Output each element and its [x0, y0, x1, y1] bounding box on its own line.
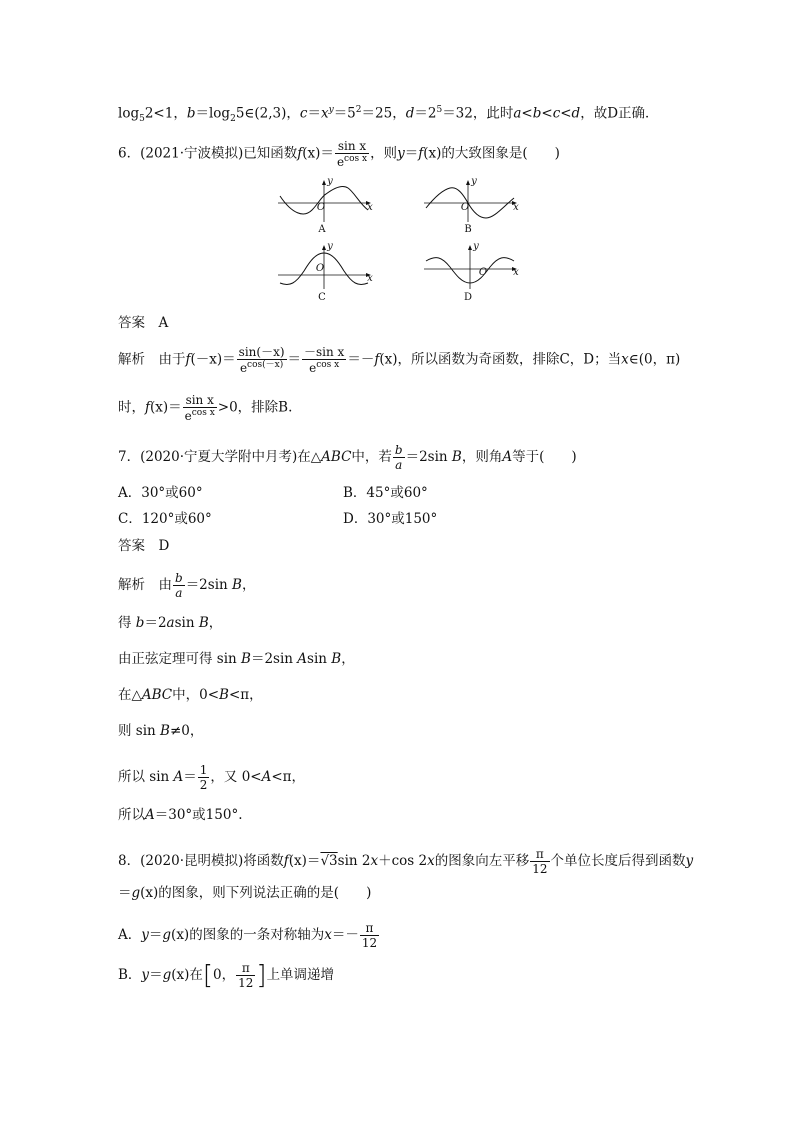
text: ＝30°或150°.: [154, 807, 243, 823]
fraction: [183, 394, 217, 422]
text: 解析 由: [118, 577, 172, 593]
text: ＝2sin: [250, 651, 293, 667]
graph-label: D: [463, 292, 473, 303]
graph-option-d: [422, 243, 522, 305]
text: 中，0<: [172, 687, 220, 703]
text: 6．(2021·宁波模拟)已知函数: [118, 145, 298, 162]
option-a: A．30°或60°: [118, 485, 203, 501]
var: f: [185, 351, 191, 368]
answer-7: 答案 D: [118, 538, 170, 554]
text: ，故D正确．: [580, 105, 659, 122]
var: f: [283, 853, 289, 869]
denominator: a: [175, 586, 183, 600]
text: 所以: [118, 807, 145, 823]
var: ABC: [321, 449, 352, 465]
numerator: π: [530, 848, 549, 862]
text: ＝32，此时: [442, 105, 514, 122]
text: ，则角: [461, 449, 503, 465]
x-axis-label: x: [367, 273, 373, 284]
left-bracket: [: [202, 960, 214, 991]
text: ＝25，: [361, 105, 406, 122]
text: 得: [118, 615, 132, 631]
numerator: π: [360, 922, 379, 936]
text: (x)的图象，则下列说法正确的是( ): [140, 885, 372, 901]
var: B: [451, 449, 462, 465]
x-axis-label: x: [513, 202, 519, 213]
denominator: 12: [361, 936, 378, 950]
var: b: [186, 105, 196, 122]
text: A．: [118, 927, 142, 943]
var: A: [145, 807, 155, 823]
numerator: b: [175, 571, 183, 585]
text: ，又 0<: [210, 769, 262, 785]
denominator: [335, 154, 369, 168]
sqrt-three: √3: [320, 853, 338, 869]
text: (x)，所以函数为奇函数，排除C，D；当: [379, 351, 622, 368]
superscript: 2: [355, 105, 362, 115]
graph-option-b: [422, 178, 522, 238]
text: (x): [423, 145, 442, 162]
option-b: B．45°或60°: [343, 485, 428, 501]
text: 上单调递增: [266, 967, 335, 983]
denominator: 12: [532, 862, 548, 876]
text: ，: [241, 577, 256, 593]
text: ∈(0，π): [628, 351, 681, 368]
fraction: [530, 848, 549, 875]
text: ，则: [370, 145, 398, 162]
var: B: [219, 687, 229, 703]
var: B: [241, 651, 251, 667]
text: (－x)＝: [190, 351, 236, 368]
var: B: [331, 651, 342, 667]
y-axis-label: y: [471, 176, 477, 187]
y-axis-label: y: [327, 176, 333, 187]
numerator: sin(－x): [238, 345, 285, 359]
text: 7．(2020·宁夏大学附中月考)在△: [118, 449, 322, 465]
text: 2<1，: [144, 105, 187, 122]
option-d: D．30°或150°: [343, 511, 438, 527]
var: y: [397, 145, 405, 162]
denominator: [183, 408, 217, 422]
fraction: [393, 444, 405, 471]
fraction: [198, 764, 210, 791]
numerator: π: [236, 962, 255, 976]
var: c: [299, 105, 308, 122]
fraction: [360, 922, 379, 949]
var: x: [427, 853, 435, 869]
superscript: y: [328, 105, 334, 115]
x-axis-label: x: [513, 267, 519, 278]
text: ＝5: [333, 105, 356, 122]
question-7: [118, 444, 577, 471]
text: ＝－: [347, 351, 375, 368]
numerator: －sin x: [304, 345, 345, 359]
text: ＝2sin: [405, 449, 448, 465]
text: (x)＝: [288, 853, 321, 869]
text: sin 2: [337, 853, 371, 869]
analysis-7-step-1: [118, 572, 255, 599]
question-8-option-a: [118, 922, 380, 949]
text: ，: [208, 615, 223, 631]
var: f: [374, 351, 380, 368]
text: e: [239, 361, 248, 375]
text: ＝: [148, 927, 163, 943]
var: B: [160, 723, 170, 739]
analysis-7-step-6: [118, 764, 305, 791]
text: ＝－: [331, 927, 359, 943]
var: f: [297, 145, 303, 162]
var: y: [141, 927, 149, 943]
var: x: [324, 927, 332, 943]
solution-tail-line: [118, 101, 659, 128]
question-8-line-2: [118, 884, 371, 902]
text: ＝: [307, 105, 321, 122]
text: ＝log: [195, 105, 231, 122]
fraction: [335, 140, 369, 168]
text: ＝2: [144, 615, 167, 631]
var: B: [232, 577, 242, 593]
graph-option-a: [276, 178, 376, 238]
numerator: 1: [199, 763, 208, 777]
var: g: [131, 885, 141, 901]
text: (x)的图象的一条对称轴为: [171, 927, 325, 943]
question-6: [118, 140, 560, 168]
text: 8．(2020·昆明模拟)将函数: [118, 853, 284, 869]
denominator: a: [395, 458, 403, 472]
graph-label: A: [318, 224, 326, 235]
analysis-7-step-2: [118, 614, 222, 632]
analysis-6-line-2: [118, 394, 292, 422]
var: g: [162, 967, 172, 983]
var: A: [261, 769, 272, 785]
text: e: [336, 155, 345, 169]
text: 则 sin: [118, 723, 156, 739]
var: f: [418, 145, 424, 162]
var: x: [370, 853, 379, 869]
fraction: [173, 572, 185, 599]
text: 所以 sin: [118, 769, 170, 785]
analysis-6-line-1: [118, 346, 680, 374]
y-axis-label: y: [327, 241, 333, 252]
numerator: b: [394, 443, 403, 457]
var: d: [405, 105, 415, 122]
var: A: [502, 449, 513, 465]
var: f: [145, 399, 150, 416]
right-bracket: ]: [256, 960, 267, 991]
text: ≠0，: [169, 723, 204, 739]
text: ，: [341, 651, 355, 667]
text: 5∈(2,3)，: [235, 105, 300, 122]
superscript: cos x: [191, 408, 215, 418]
text: 的图象向左平移: [434, 853, 530, 869]
origin-label: O: [316, 202, 326, 213]
var: y: [685, 853, 694, 869]
text: ＝2: [414, 105, 437, 122]
var: x: [320, 105, 329, 122]
analysis-7-step-4: [118, 686, 263, 704]
fraction: [236, 962, 255, 989]
text: 时，: [118, 399, 145, 416]
graph-option-c: [276, 243, 376, 305]
fraction: [302, 346, 346, 374]
text: ＝: [149, 967, 163, 983]
analysis-7-step-3: [118, 650, 355, 668]
analysis-7-step-7: [118, 806, 243, 824]
var: x: [621, 351, 629, 368]
y-axis-label: y: [473, 241, 479, 252]
origin-label: O: [315, 263, 325, 274]
text: ＝: [183, 769, 197, 785]
var: A: [173, 769, 184, 785]
question-8-line-1: [118, 848, 693, 875]
numerator: sin x: [183, 394, 217, 408]
text: log: [118, 105, 140, 122]
graph-label: B: [464, 224, 472, 235]
text: ＝: [287, 351, 302, 368]
text: >0，排除B.: [217, 399, 293, 416]
subscript: 5: [139, 114, 145, 125]
text: e: [309, 361, 317, 375]
text: ＝: [118, 885, 132, 901]
var: y: [141, 967, 150, 983]
denominator: [237, 360, 287, 374]
origin-label: O: [460, 202, 470, 213]
text: 等于( ): [512, 449, 577, 465]
question-8-option-b: [118, 962, 334, 989]
var: g: [162, 927, 172, 943]
text: 个单位长度后得到函数: [550, 853, 686, 869]
text: 的大致图象是( ): [441, 145, 560, 162]
text: <π，: [271, 769, 306, 785]
text: B．: [118, 967, 142, 983]
text: <π，: [228, 687, 263, 703]
text: ＝: [404, 145, 419, 162]
text: sin: [174, 615, 195, 631]
text: 在△: [118, 687, 142, 703]
superscript: cos(－x): [247, 360, 284, 370]
subscript: 2: [230, 114, 236, 125]
graph-label: C: [318, 292, 326, 303]
text: ＋cos 2: [378, 853, 428, 869]
var: b: [135, 615, 145, 631]
text: 0，: [213, 967, 236, 983]
numerator: sin x: [335, 140, 369, 154]
text: (x)＝: [302, 145, 334, 162]
text: 解析 由于: [118, 351, 186, 368]
answer-6: 答案 A: [118, 315, 169, 331]
var: ABC: [141, 687, 173, 703]
superscript: 5: [436, 105, 443, 115]
var: B: [198, 615, 209, 631]
text: sin: [307, 651, 327, 667]
text: e: [184, 409, 192, 423]
denominator: 2: [199, 778, 208, 792]
x-axis-label: x: [367, 202, 373, 213]
text: 由正弦定理可得 sin: [118, 651, 237, 667]
text: ＝2sin: [185, 577, 228, 593]
text: (x)＝: [150, 399, 182, 416]
superscript: cos x: [316, 360, 340, 370]
analysis-7-step-5: [118, 722, 203, 740]
var: a: [166, 615, 175, 631]
option-c: C．120°或60°: [118, 511, 212, 527]
text: (x)在: [171, 967, 203, 983]
denominator: 12: [238, 976, 254, 990]
text: 中，若: [351, 449, 392, 465]
denominator: [302, 360, 346, 374]
var: A: [297, 651, 308, 667]
fraction: [237, 346, 287, 374]
origin-label: O: [478, 267, 488, 278]
var: a<b<c<d: [513, 105, 581, 122]
superscript: cos x: [344, 154, 368, 164]
